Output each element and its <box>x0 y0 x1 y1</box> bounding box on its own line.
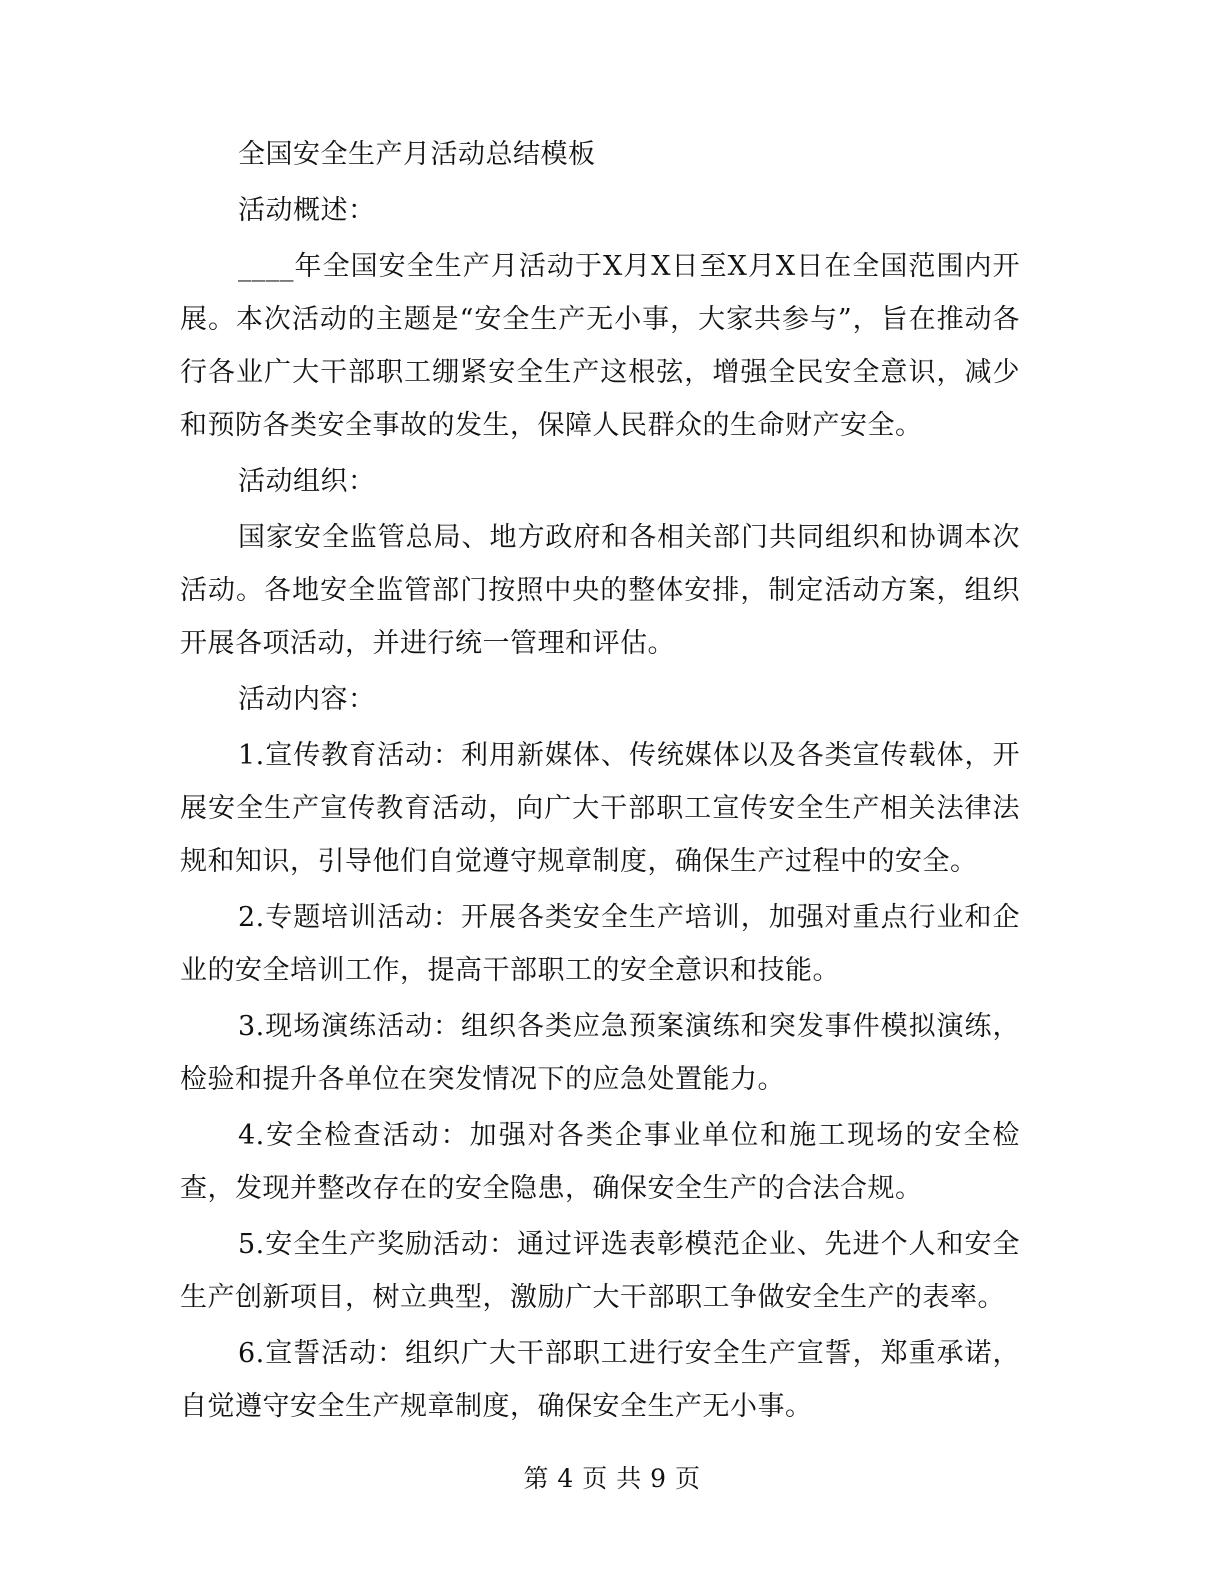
content-item-1: 1.宣传教育活动：利用新媒体、传统媒体以及各类宣传载体，开展安全生产宣传教育活动，向广大干部职工宣传安全生产相关法律法规和知识，引导他们自觉遵守规章制度，确保生产过程中的安全。 <box>180 740 1020 877</box>
section-heading-content: 活动内容： <box>238 684 376 715</box>
overview-paragraph: ____年全国安全生产月活动于X月X日至X月X日在全国范围内开展。本次活动的主题是“安全生产无小事，大家共参与”，旨在推动各行各业广大干部职工绷紧安全生产这根弦，增强全民安全意识，减少和预防各类安全事故的发生，保障人民群众的生命财产安全。 <box>180 251 1020 441</box>
content-item-6: 6.宣誓活动：组织广大干部职工进行安全生产宣誓，郑重承诺，自觉遵守安全生产规章制度，确保安全生产无小事。 <box>180 1338 1020 1422</box>
organization-paragraph: 国家安全监管总局、地方政府和各相关部门共同组织和协调本次活动。各地安全监管部门按照中央的整体安排，制定活动方案，组织开展各项活动，并进行统一管理和评估。 <box>180 522 1020 659</box>
content-item-2: 2.专题培训活动：开展各类安全生产培训，加强对重点行业和企业的安全培训工作，提高干部职工的安全意识和技能。 <box>180 902 1020 986</box>
document-body <box>180 128 1020 1433</box>
content-item-3: 3.现场演练活动：组织各类应急预案演练和突发事件模拟演练，检验和提升各单位在突发情况下的应急处置能力。 <box>180 1011 1020 1095</box>
section-heading-organization: 活动组织： <box>238 466 376 497</box>
page-footer <box>0 1464 1224 1494</box>
page-number-label: 第 4 页 共 9 页 <box>523 1464 701 1493</box>
section-heading-overview: 活动概述： <box>238 195 376 226</box>
document-title: 全国安全生产月活动总结模板 <box>238 139 596 170</box>
content-item-5: 5.安全生产奖励活动：通过评选表彰模范企业、先进个人和安全生产创新项目，树立典型，激励广大干部职工争做安全生产的表率。 <box>180 1229 1020 1313</box>
content-item-4: 4.安全检查活动：加强对各类企事业单位和施工现场的安全检查，发现并整改存在的安全隐患，确保安全生产的合法合规。 <box>180 1120 1020 1204</box>
